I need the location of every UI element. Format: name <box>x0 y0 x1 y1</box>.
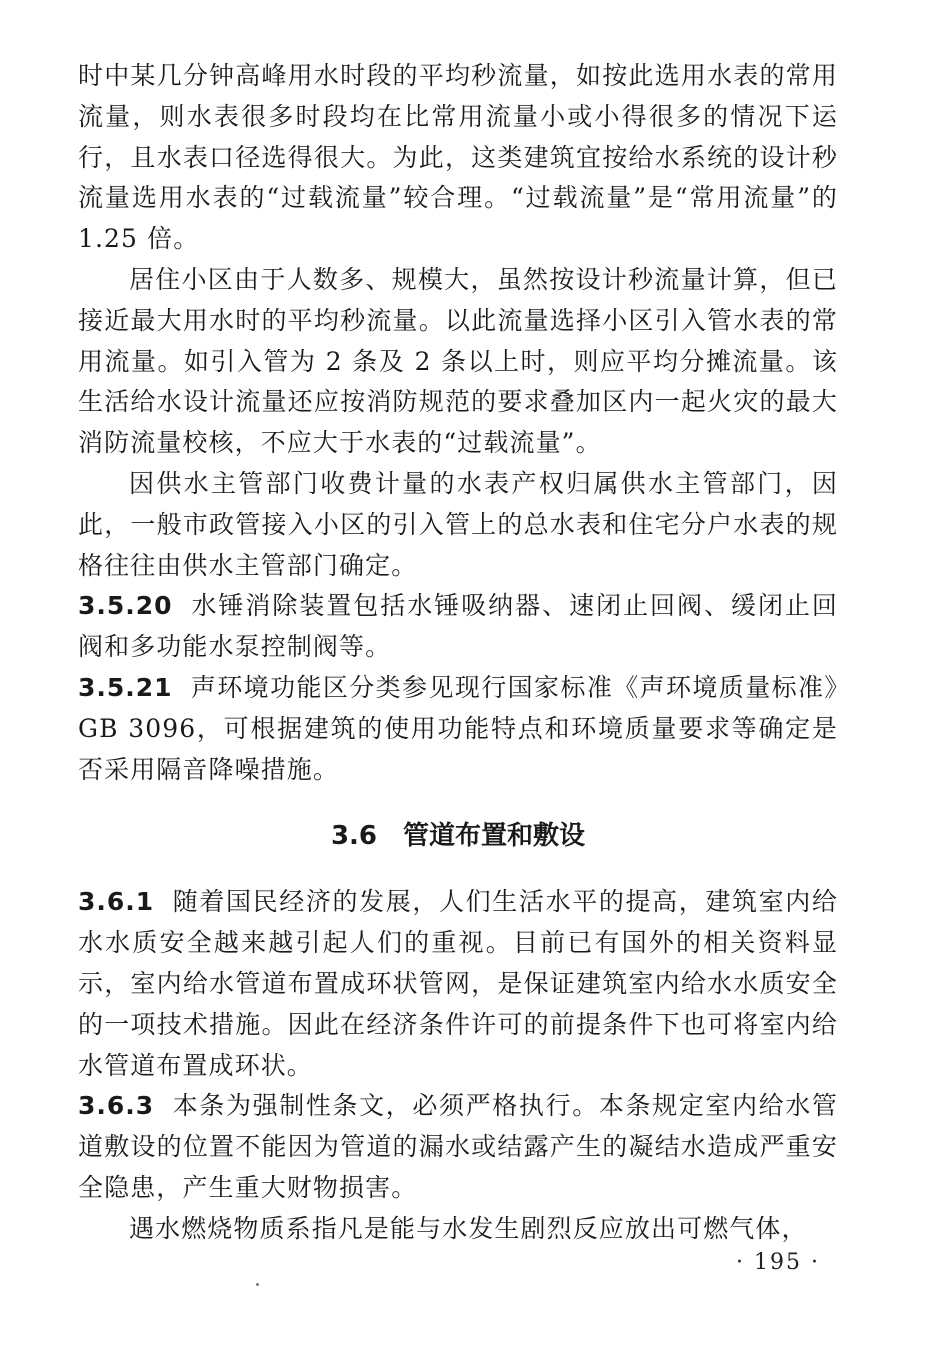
page-number: · 195 · <box>736 1250 820 1275</box>
clause-3-5-21 <box>78 668 838 790</box>
clause-text: 随着国民经济的发展，人们生活水平的提高，建筑室内给水水质安全越来越引起人们的重视。目前已有国外的相关资料显示，室内给水管道布置成环状管网，是保证建筑室内给水水质安全的一项技术措施。因此在经济条件许可的前提条件下也可将室内给水管道布置成环状。 <box>78 887 838 1080</box>
clause-number: 3.6.1 <box>78 887 155 917</box>
clause-number: 3.5.21 <box>78 672 173 702</box>
paragraph-residential-district: 居住小区由于人数多、规模大，虽然按设计秒流量计算，但已接近最大用水时的平均秒流量。以此流量选择小区引入管水表的常用流量。如引入管为 2 条及 2 条以上时，则应平均分摊流量。该生活给水设计流量还应按消防规范的要求叠加区内一起火灾的最大消防流量校核，不应大于水表的“过载流量”。 <box>78 264 838 458</box>
clause-text: 声环境功能区分类参见现行国家标准《声环境质量标准》GB 3096，可根据建筑的使用功能特点和环境质量要求等确定是否采用隔音降噪措施。 <box>78 672 838 784</box>
section-title: 管道布置和敷设 <box>403 821 586 852</box>
clause-3-6-1 <box>78 882 838 1086</box>
paragraph-water-reactive: 遇水燃烧物质系指凡是能与水发生剧烈反应放出可燃气体， <box>129 1213 808 1243</box>
section-heading <box>78 816 838 856</box>
paragraph-overflow-rate: 时中某几分钟高峰用水时段的平均秒流量，如按此选用水表的常用流量，则水表很多时段均在比常用流量小或小得很多的情况下运行，且水表口径选得很大。为此，这类建筑宜按给水系统的设计秒流量选用水表的“过载流量”较合理。“过载流量”是“常用流量”的 1.25 倍。 <box>78 61 838 254</box>
clause-number: 3.6.3 <box>78 1091 155 1121</box>
clause-number: 3.5.20 <box>78 591 173 621</box>
clause-3-5-20 <box>78 586 838 668</box>
clause-text: 本条为强制性条文，必须严格执行。本条规定室内给水管道敷设的位置不能因为管道的漏水或结露产生的凝结水造成严重安全隐患，产生重大财物损害。 <box>78 1091 838 1202</box>
paragraph-water-authority: 因供水主管部门收费计量的水表产权归属供水主管部门，因此，一般市政管接入小区的引入管上的总水表和住宅分户水表的规格往往由供水主管部门确定。 <box>78 468 838 580</box>
clause-text: 水锤消除装置包括水锤吸纳器、速闭止回阀、缓闭止回阀和多功能水泵控制阀等。 <box>78 591 838 662</box>
document-page <box>78 56 838 1250</box>
clause-3-6-3 <box>78 1086 838 1208</box>
section-number: 3.6 <box>330 821 378 852</box>
scan-speck <box>256 1283 259 1286</box>
